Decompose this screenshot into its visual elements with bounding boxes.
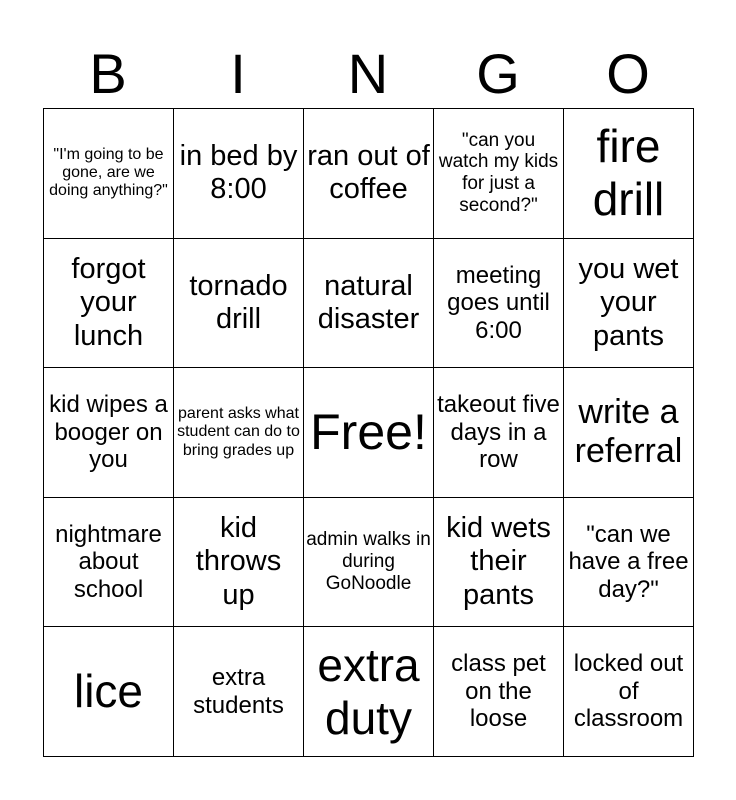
cell-text: kid wets their pants xyxy=(446,512,551,611)
bingo-cell[interactable] xyxy=(174,239,304,369)
cell-text: kid wipes a booger on you xyxy=(49,391,168,474)
cell-text: "can you watch my kids for just a second?" xyxy=(438,129,559,217)
cell-text: "I'm going to be gone, are we doing anything?" xyxy=(49,145,168,200)
bingo-cell[interactable] xyxy=(434,627,564,757)
cell-text: "can we have a free day?" xyxy=(568,520,689,603)
bingo-cell[interactable] xyxy=(304,498,434,628)
cell-text: extra students xyxy=(193,664,284,719)
bingo-cell[interactable] xyxy=(434,368,564,498)
cell-text: takeout five days in a row xyxy=(437,391,560,474)
cell-text: parent asks what student can do to bring grades up xyxy=(177,404,300,459)
cell-text: lice xyxy=(73,665,144,718)
cell-text: forgot your lunch xyxy=(71,252,146,352)
header-letter-i: I xyxy=(230,42,246,105)
cell-text: kid throws up xyxy=(195,512,282,611)
bingo-cell[interactable] xyxy=(174,627,304,757)
header-letter-g: G xyxy=(476,42,520,105)
bingo-cell[interactable] xyxy=(564,239,694,369)
bingo-cell[interactable] xyxy=(564,627,694,757)
header-letter-b: B xyxy=(89,42,127,105)
cell-text: meeting goes until 6:00 xyxy=(447,261,550,344)
bingo-cell[interactable] xyxy=(44,239,174,369)
bingo-cell[interactable] xyxy=(174,498,304,628)
bingo-cell[interactable] xyxy=(44,498,174,628)
bingo-cell[interactable] xyxy=(564,498,694,628)
cell-text: locked out of classroom xyxy=(573,650,684,733)
free-space-label: Free! xyxy=(310,403,427,460)
cell-text: admin walks in during GoNoodle xyxy=(306,529,431,594)
bingo-cell[interactable] xyxy=(174,368,304,498)
bingo-cell[interactable] xyxy=(44,368,174,498)
bingo-cell[interactable] xyxy=(44,627,174,757)
cell-text: natural disaster xyxy=(317,269,420,335)
bingo-cell[interactable] xyxy=(564,109,694,239)
cell-text: tornado drill xyxy=(189,269,288,335)
cell-text: extra duty xyxy=(317,638,420,744)
header-letter-n: N xyxy=(347,42,389,105)
bingo-cell[interactable] xyxy=(304,627,434,757)
free-space[interactable] xyxy=(304,368,434,498)
bingo-cell[interactable] xyxy=(434,239,564,369)
cell-text: ran out of coffee xyxy=(307,139,430,206)
bingo-cell[interactable] xyxy=(434,498,564,628)
cell-text: nightmare about school xyxy=(55,520,162,603)
bingo-board xyxy=(43,108,694,757)
bingo-cell[interactable] xyxy=(304,239,434,369)
cell-text: in bed by 8:00 xyxy=(179,139,298,206)
cell-text: class pet on the loose xyxy=(451,650,546,733)
bingo-cell[interactable] xyxy=(304,109,434,239)
cell-text: you wet your pants xyxy=(578,252,679,352)
bingo-cell[interactable] xyxy=(174,109,304,239)
bingo-cell[interactable] xyxy=(44,109,174,239)
header-letter-o: O xyxy=(606,42,650,105)
cell-text: fire drill xyxy=(592,120,665,226)
cell-text: write a referral xyxy=(574,393,683,471)
bingo-header xyxy=(43,40,693,108)
bingo-cell[interactable] xyxy=(564,368,694,498)
bingo-cell[interactable] xyxy=(434,109,564,239)
